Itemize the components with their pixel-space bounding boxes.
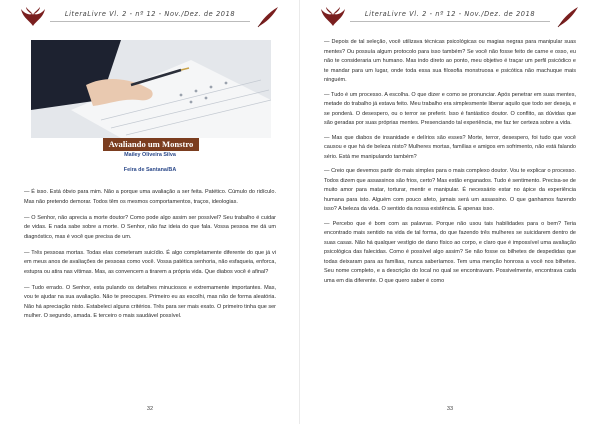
header-title: LiteraLivre Vl. 2 - nº 12 - Nov./Dez. de 2018 <box>364 10 536 18</box>
story-illustration <box>31 40 271 138</box>
left-body-text <box>24 188 276 328</box>
paragraph: — Creio que devemos partir do mais simples para o mais complexo doutor. Vou te explicar o processo. Todos dizem que assassinos são frios, certo? Mas estão enganados. Tudo é sentimento. Precisa-se de muito amor para matar, torturar, mentir e manipular. É necessário estar no ápice da experiência humana para isto. Alguém com pouco afeto, jamais será um assassino. O que ganhamos fazendo isso? A beleza da vida. O sentido da nossa existência. É apenas isso. <box>324 168 576 212</box>
right-page <box>300 0 600 424</box>
paragraph: — Mas que diabos de insanidade e delírios são esses? Morte, terror, desespero, foi tudo que você causou e que há de beleza nisto? Mulheres mortas, famílias e amigos em sofrimento, não está falando sério. Está me manipulando também? <box>324 134 576 160</box>
page-number: 33 <box>446 406 454 412</box>
quill-emblem-icon <box>254 6 280 28</box>
paragraph: — Depois de tal seleção, você utilizava técnicas psicológicas ou magias negras para manipular suas mentes? Ou possuía algum protocolo para isso também? Se você não fosse feito de carne e osso, eu não te consideraria um humano. Mas indo direto ao ponto, meu objetivo é traçar um perfil psicódico e te mandar para um lugar, onde toda essa sua filosofia monstruosa e psicótica não machuque mais ninguém. <box>324 39 576 83</box>
wing-emblem-icon <box>320 6 346 28</box>
story-place: Feira de Santana/BA <box>123 167 177 173</box>
paragraph: — Percebo que é bom com as palavras. Porque não usou tais habilidades para o bem? Teria encontrado mais sentido na vida de tal forma, do que fazendo três mulheres se suicidarem dentro de suas casas. Não há qualquer vestígio de dano físico ao corpo, e claro que é impossível uma avaliação psicológica das falecidas. Como é possível algo assim? Se não fosse os bilhetes de despedidas que todas deixaram para as famílias, nunca saberíamos. Tem uma menção honrosa a você nos bilhetes. Seu nome completo, e a descrição do local no qual se encontravam. Possivelmente, encontrava cada uma em dia diferente. O que quero saber é como <box>324 220 576 284</box>
page-header <box>20 6 280 30</box>
wing-emblem-icon <box>20 6 46 28</box>
right-body-text <box>324 38 576 291</box>
paragraph: — O Senhor, não aprecia a morte doutor? Como pode algo assim ser possível? Seu trabalho é cuidar de vidas. E nada sabe sobre a morte. O Senhor, não faz ideia do que fala. Vossa pessoa me dá um diagnóstico, mas é você que precisa de um. <box>24 214 276 240</box>
header-title: LiteraLivre Vl. 2 - nº 12 - Nov./Dez. de 2018 <box>64 10 236 18</box>
header-rule <box>350 21 550 22</box>
paragraph: — Tudo é um processo. A escolha. O que dizer e como se pronunciar. Após penetrar em suas mentes, metade do trabalho já estava feito. Meu trabalho era simplesmente liberar aquilo que todo ser deseja, e se ponderá. O desespero, ou o terror se preferir. Isso é fantástico doutor. O conflito, as dúvidas que são geradas por suas próprias mentes. Presenciando tal experiência, me faz ter certeza sobre a vida. <box>324 91 576 126</box>
paragraph: — É isso. Está óbvio para mim. Não a porque uma avaliação a ser feita. Patético. Cúmulo do ridículo. Mas não pretendo demorar. Todos têm os mesmos comportamentos, traços, ideologias. <box>24 189 276 205</box>
page-header <box>320 6 580 30</box>
paragraph: — Tudo errado. O Senhor, esta pulando os detalhes minuciosos e extremamente importantes. Mas, vou te ajudar na sua avaliação. Não te preocupes. Primeiro eu as escolhi, mas não de forma aleatória. Não há apreciação nisto. Estabeleci alguns critérios. Três para ser mais exato. O primeiro tinha que ser mulher. O segundo, amada. E terceiro o mais saudável possível. <box>24 284 276 319</box>
hand-writing-image <box>31 40 271 138</box>
story-title: Avaliando um Monstro <box>103 138 199 151</box>
header-rule <box>50 21 250 22</box>
story-author: Mailey Oliveira Silva <box>124 152 176 158</box>
paragraph: — Três pessoas mortas. Todas elas cometeram suicídio. É algo completamente diferente do que já vi em meus anos de avaliações de pessoas como você. Vossa patética senhoria, não esfaqueia, enforca, estupra ou atira nas vítimas. Mas, as convencem a tirarem a própria vida. Que diabos você é afinal? <box>24 249 276 275</box>
page-number: 32 <box>146 406 154 412</box>
quill-emblem-icon <box>554 6 580 28</box>
